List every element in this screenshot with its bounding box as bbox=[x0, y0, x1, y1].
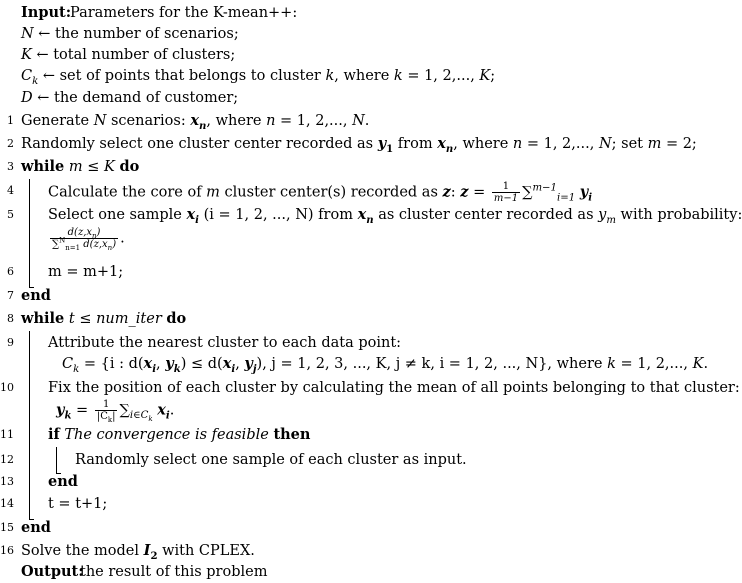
output-text: the result of this problem bbox=[80, 564, 268, 580]
input-text: Parameters for the K-mean++: bbox=[70, 5, 298, 21]
if-block-bar bbox=[56, 447, 57, 473]
output-label: Output: bbox=[21, 563, 84, 580]
while-t-loop-bar bbox=[29, 331, 30, 519]
algorithm-block: Input: Parameters for the K-mean++: N ← the number of scenarios; K ← total number of clusters; $C_k$ ← set of points that belongs to cluster k, where k = 1, 2,..., K; D ← the demand of customer; 1 Generate N scenarios: $x_n$, where n = 1, 2,..., N. 2 Randomly select one cluster center recorded as $y_1$ from $x_n$, where n = 1, 2,..., N; set m = 2; 3 while m ≤ K do 4 Calculate the core of m cluster center(s) recorded as z: z = $\frac{1}{m-1}$ ∑$^{m-1}_{i=1}$ $y_i$ 5 Select one sample $x_i$ (i = 1, 2, ..., N) from $x_n$ as cluster center recorded as $y_m$ with probability: $\frac{d(z,x_n)}{\sum^N_{n=1} d(z,x_n)}$ . 6 m = m+1; 7 end 8 while t ≤ num_iter do 9 Attribute the nearest cluster to each data point: $C_k = \{i$ : $d(x_i$, $y_k) \le d(x_i$, $y_j$), j = 1, 2, 3, ..., K, j ≠ k, i = 1, 2, ..., N}, where k = 1, 2,..., K. 10 Fix the position of each cluster by calculating the mean of all points belonging to that cluster: $y_k$ = $\frac{1}{|C_k|}$ $\sum_{i\in C_k}$ $x_i$. 11 if The convergence is feasible then 12 Randomly select one sample of each cluster as input. 13 end 14 t = t+1; 15 end 16 Solve the model $I_2$ with CPLEX. Output: the result of this problem bbox=[0, 4, 742, 580]
while-loop-bar bbox=[29, 179, 30, 287]
input-label: Input: bbox=[21, 4, 72, 21]
